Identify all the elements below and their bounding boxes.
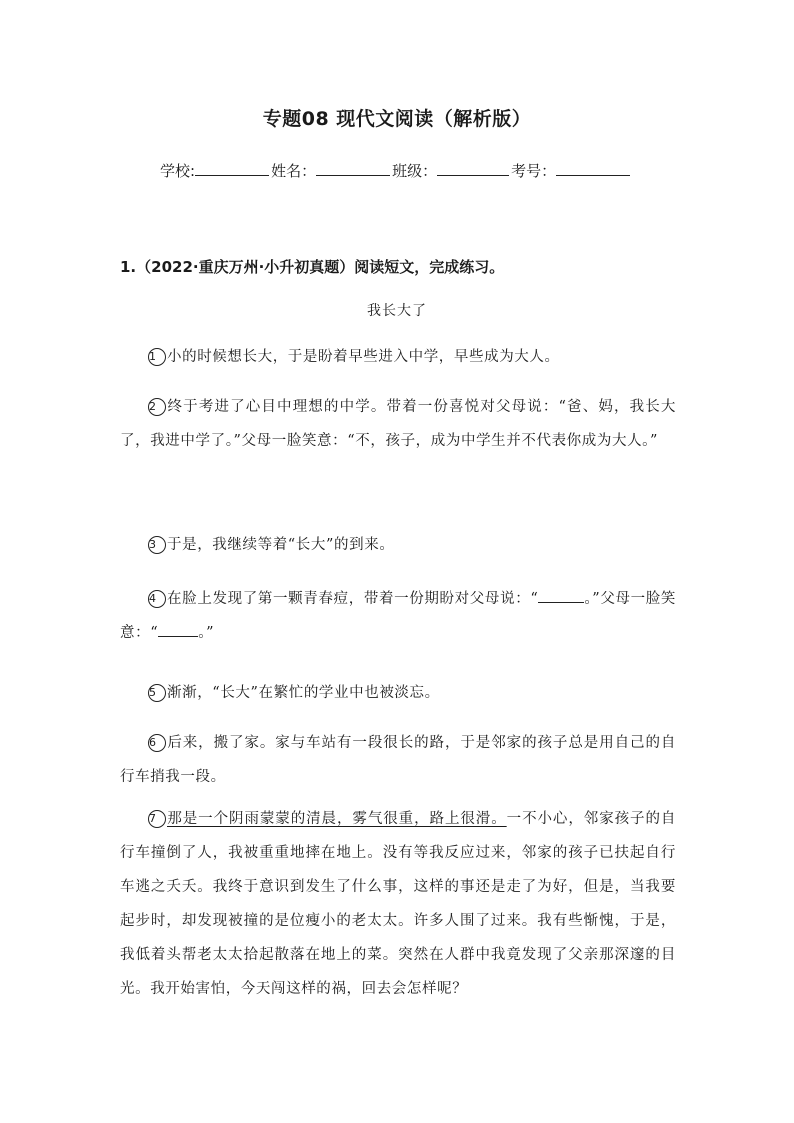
class-blank[interactable]: [437, 161, 509, 176]
paragraph-text-b: 。”父母一脸笑意：“: [120, 591, 676, 641]
paragraph-text: 渐渐，“长大”在繁忙的学业中也被淡忘。: [167, 685, 440, 701]
paragraph-number: 3: [148, 536, 166, 554]
name-blank[interactable]: [316, 161, 390, 176]
student-info-line: [160, 160, 632, 181]
underlined-sentence: 那是一个阴雨蒙蒙的清晨，雾气很重，路上很滑。: [167, 811, 507, 827]
paragraph-text-a: 在脸上发现了第一颗青春痘，带着一份期盼对父母说：“: [167, 591, 539, 607]
paragraph-3: [120, 528, 676, 562]
paragraph-text: 小的时候想长大，于是盼着早些进入中学，早些成为大人。: [167, 349, 560, 365]
paragraph-7: [120, 802, 676, 1006]
paragraph-text-c: 。”: [198, 625, 215, 641]
name-label: 姓名：: [271, 162, 317, 180]
number-blank[interactable]: [556, 161, 630, 176]
paragraph-4: [120, 582, 676, 650]
paragraph-number: 1: [148, 348, 166, 366]
answer-blank-1[interactable]: [538, 588, 584, 603]
article-title: 我长大了: [367, 303, 427, 319]
paragraph-text: 后来，搬了家。家与车站有一段很长的路，于是邻家的孩子总是用自己的自行车捎我一段。: [120, 735, 676, 785]
number-label: 考号：: [511, 162, 557, 180]
paragraph-5: [120, 676, 676, 710]
paragraph-number: 5: [148, 684, 166, 702]
paragraph-number: 4: [148, 590, 166, 608]
question-heading: 1.（2022·重庆万州·小升初真题）阅读短文，完成练习。: [120, 258, 505, 276]
paragraph-number: 6: [148, 734, 166, 752]
paragraph-text: 于是，我继续等着“长大”的到来。: [167, 537, 395, 553]
paragraph-number: 7: [148, 810, 166, 828]
school-blank[interactable]: [195, 161, 269, 176]
answer-blank-2[interactable]: [158, 622, 198, 637]
class-label: 班级：: [392, 162, 438, 180]
school-label: 学校:: [160, 162, 196, 180]
document-title: 专题08 现代文阅读（解析版）: [262, 108, 532, 130]
paragraph-6: [120, 726, 676, 794]
paragraph-1: [120, 340, 676, 374]
paragraph-number: 2: [148, 398, 166, 416]
paragraph-text: 一不小心，邻家孩子的自行车撞倒了人，我被重重地摔在地上。没有等我反应过来，邻家的孩子已扶起自行车逃之夭夭。我终于意识到发生了什么事，这样的事还是走了为好，但是，当我要起步时，却发现被撞的是位瘦小的老太太。许多人围了过来。我有些惭愧，于是，我低着头帮老太太拾起散落在地上的菜。突然在人群中我竟发现了父亲那深邃的目光。我开始害怕，今天闯这样的祸，回去会怎样呢？: [120, 811, 676, 997]
paragraph-2: [120, 390, 676, 458]
paragraph-text: 终于考进了心目中理想的中学。带着一份喜悦对父母说：“爸、妈，我长大了，我进中学了。”父母一脸笑意：“不，孩子，成为中学生并不代表你成为大人。”: [120, 399, 676, 449]
